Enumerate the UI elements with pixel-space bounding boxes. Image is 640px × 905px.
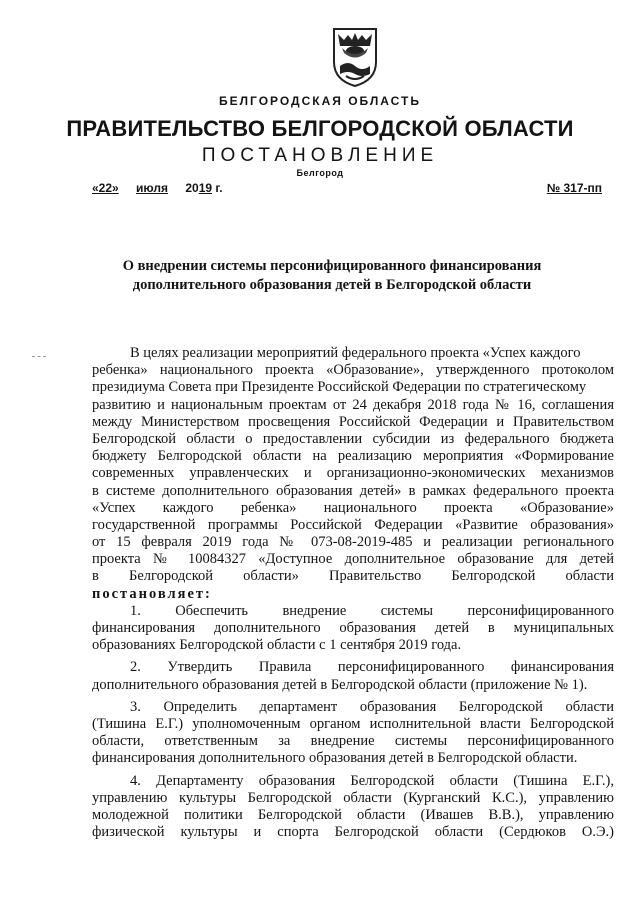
paragraph-3-line: области, ответственным за внедрение системы персонифицированного [92, 733, 614, 750]
paragraph-2-line: дополнительного образования детей в Белгородской области (приложение № 1). [92, 676, 588, 693]
body-line: «Успех каждого ребенка» национального проекта «Образование» [92, 499, 614, 516]
paragraph-1-line: образованиях Белгородской области с 1 сентября 2019 года. [92, 637, 462, 654]
margin-mark [32, 356, 46, 358]
paragraph-3-line: финансирования дополнительного образования детей в Белгородской области. [92, 750, 578, 767]
title-line: дополнительного образования детей в Белгородской области [132, 277, 532, 293]
date-year-suffix: 19 [198, 181, 213, 195]
body-line: ребенка» национального проекта «Образование», утвержденного протоколом [92, 362, 614, 379]
body-line: в Белгородской области» Правительство Белгородской области [92, 568, 614, 585]
body-line: в системе дополнительного образования детей» в рамках федерального проекта [92, 482, 614, 499]
paragraph-1-line: 1. Обеспечить внедрение системы персонифицированного [130, 602, 614, 619]
document-type: ПОСТАНОВЛЕНИЕ [201, 145, 439, 166]
body-line: проекта № 10084327 «Доступное дополнительное образование для детей [92, 551, 614, 568]
date-month: июля [136, 181, 168, 195]
body-line: бюджету Белгородской области на реализацию мероприятия «Формирование [92, 448, 614, 465]
body-line: В целях реализации мероприятий федерального проекта «Успех каждого [130, 345, 581, 361]
paragraph-3-line: (Тишина Е.Г.) уполномоченным органом исполнительной власти Белгородской [92, 715, 614, 732]
body-line: от 15 февраля 2019 года № 073-08-2019-485 и реализации регионального [92, 534, 614, 551]
paragraph-3-line: 3. Определить департамент образования Белгородской области [130, 698, 614, 715]
body-line: Белгородской области о предоставлении субсидии из федерального бюджета [92, 430, 614, 447]
city-name: Белгород [296, 168, 344, 178]
paragraph-4-line: 4. Департаменту образования Белгородской области (Тишина Е.Г.), [130, 772, 614, 789]
body-line: между Министерством просвещения Российской Федерации и Правительством [92, 413, 614, 430]
paragraph-2-line: 2. Утвердить Правила персонифицированного финансирования [130, 659, 614, 676]
document-number: № 317-пп [546, 181, 602, 195]
coat-of-arms-emblem [330, 26, 380, 88]
paragraph-4-line: молодежной политики Белгородской области (Ивашев В.В.), управлению [92, 806, 614, 823]
body-line-resolves: постановляет: [92, 585, 212, 602]
body-line: президиума Совета при Президенте Российской Федерации по стратегическому [92, 379, 587, 396]
document-date [92, 181, 223, 195]
region-name: БЕЛГОРОДСКАЯ ОБЛАСТЬ [219, 94, 421, 108]
body-line: развитию и национальным проектам от 24 декабря 2018 года № 16, соглашения [92, 396, 614, 413]
document-title [92, 257, 572, 295]
body-line: государственной программы Российской Федерации «Развитие образования» [92, 516, 614, 533]
document-body [92, 345, 614, 841]
date-year-prefix: 20 [185, 181, 199, 195]
title-line: О внедрении системы персонифицированного финансирования [122, 258, 542, 274]
body-line: современных управленческих и организационно-экономических механизмов [92, 465, 614, 482]
paragraph-4-line: управлению культуры Белгородской области (Курганский К.С.), управлению [92, 789, 614, 806]
date-day: «22» [92, 181, 119, 195]
government-title: ПРАВИТЕЛЬСТВО БЕЛГОРОДСКОЙ ОБЛАСТИ [66, 116, 574, 141]
date-year-unit: г. [215, 181, 223, 195]
paragraph-1-line: финансирования дополнительного образования детей в муниципальных [92, 620, 614, 636]
paragraph-4-line: физической культуры и спорта Белгородской области (Сердюков О.Э.) [92, 824, 614, 841]
